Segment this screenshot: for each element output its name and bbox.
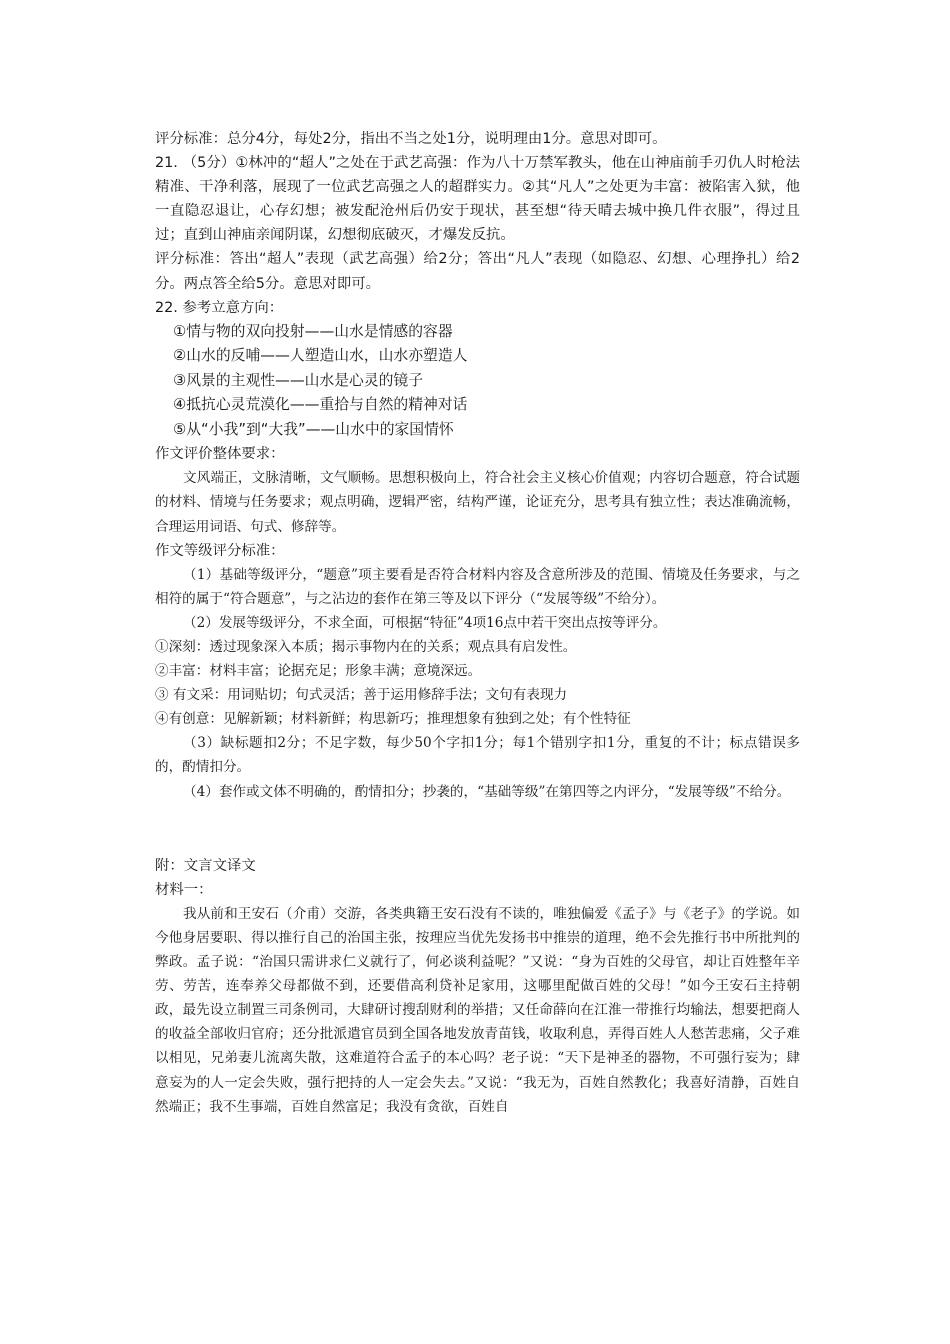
document-body <box>155 127 800 1119</box>
essay-grade-item-3: （3）缺标题扣2分；不足字数，每少50个字扣1分；每1个错别字扣1分，重复的不计；标点错误多的，酌情扣分。 <box>155 735 800 776</box>
material-title: 材料一： <box>155 881 213 898</box>
essay-overall-title: 作文评价整体要求： <box>155 446 285 463</box>
essay-grade-title: 作文等级评分标准： <box>155 542 285 559</box>
q21-answer: 21. （5分）①林冲的“超人”之处在于武艺高强：作为八十万禁军教头，他在山神庙前手刃仇人时枪法精准、干净利落，展现了一位武艺高强之人的超群实力。②其“凡人”之处更为丰富：被陷害入狱，他一直隐忍退让，心存幻想；被发配沧州后仍安于现状，甚至想“待天晴去城中换几件衣服”，得过且过；直到山神庙亲闻阴谋，幻想彻底破灭，才爆发反抗。 <box>155 155 800 244</box>
q22-option: ④抵抗心灵荒漠化——重拾与自然的精神对话 <box>173 396 468 414</box>
q22-option: ①情与物的双向投射——山水是情感的容器 <box>173 322 453 340</box>
essay-feature-item: ②丰富：材料丰富；论据充足；形象丰满；意境深远。 <box>155 663 482 680</box>
essay-grade-item-2: （2）发展等级评分，不求全面，可根据“特征”4项16点中若干突出点按等评分。 <box>183 614 667 631</box>
q21-scoring-standard: 评分标准：答出“超人”表现（武艺高强）给2分；答出“凡人”表现（如隐忍、幻想、心理挣扎）给2分。两点答全给5分。意思对即可。 <box>155 251 800 292</box>
q20-scoring-standard: 评分标准：总分4分，每处2分，指出不当之处1分，说明理由1分。意思对即可。 <box>155 131 667 147</box>
section-spacer <box>155 804 800 854</box>
q22-title: 22. 参考立意方向： <box>155 299 284 316</box>
essay-grade-item-1: （1）基础等级评分，“题意”项主要看是否符合材料内容及含意所涉及的范围、情境及任务要求，与之相符的属于“符合题意”，与之沾边的套作在第三等及以下评分（“发展等级”不给分）。 <box>155 566 800 607</box>
q22-option: ②山水的反哺——人塑造山水，山水亦塑造人 <box>173 347 468 365</box>
essay-grade-item-4: （4）套作或文体不明确的，酌情扣分；抄袭的，“基础等级”在第四等之内评分，“发展等级”不给分。 <box>183 783 791 800</box>
essay-feature-item: ③ 有文采：用词贴切；句式灵活；善于运用修辞手法；文句有表现力 <box>155 687 568 704</box>
essay-overall-text: 文风端正，文脉清晰，文气顺畅。思想积极向上，符合社会主义核心价值观；内容切合题意，符合试题的材料、情境与任务要求；观点明确，逻辑严密，结构严谨，论证充分，思考具有独立性；表达准确流畅，合理运用词语、句式、修辞等。 <box>155 470 800 535</box>
essay-feature-item: ④有创意：见解新颖；材料新鲜；构思新巧；推理想象有独到之处；有个性特征 <box>155 711 631 728</box>
material-text: 我从前和王安石（介甫）交游，各类典籍王安石没有不读的，唯独偏爱《孟子》与《老子》的学说。如今他身居要职、得以推行自己的治国主张，按理应当优先发扬书中推崇的道理，绝不会先推行书中所批判的弊政。孟子说：“治国只需讲求仁义就行了，何必谈利益呢？”又说：“身为百姓的父母官，却让百姓整年辛劳、劳苦，连奉养父母都做不到，还要借高利贷补足家用，这哪里配做百姓的父母！”如今王安石主持朝政，最先设立制置三司条例司，大肆研讨搜刮财利的举措；又任命薛向在江淮一带推行均输法，想要把商人的收益全部收归官府；还分批派遣官员到全国各地发放青苗钱，收取利息，弄得百姓人人愁苦悲痛，父子难以相见，兄弟妻儿流离失散，这难道符合孟子的本心吗？老子说：“天下是神圣的器物，不可强行妄为；肆意妄为的人一定会失败，强行把持的人一定会失去。”又说：“我无为，百姓自然教化；我喜好清静，百姓自然端正；我不生事端，百姓自然富足；我没有贪欲，百姓自 <box>155 905 800 1115</box>
q22-option: ⑤从“小我”到“大我”——山水中的家国情怀 <box>173 420 454 438</box>
appendix-title: 附：文言文译文 <box>155 857 256 874</box>
q22-option: ③风景的主观性——山水是心灵的镜子 <box>173 371 424 389</box>
essay-feature-item: ①深刻：透过现象深入本质；揭示事物内在的关系；观点具有启发性。 <box>155 639 577 655</box>
